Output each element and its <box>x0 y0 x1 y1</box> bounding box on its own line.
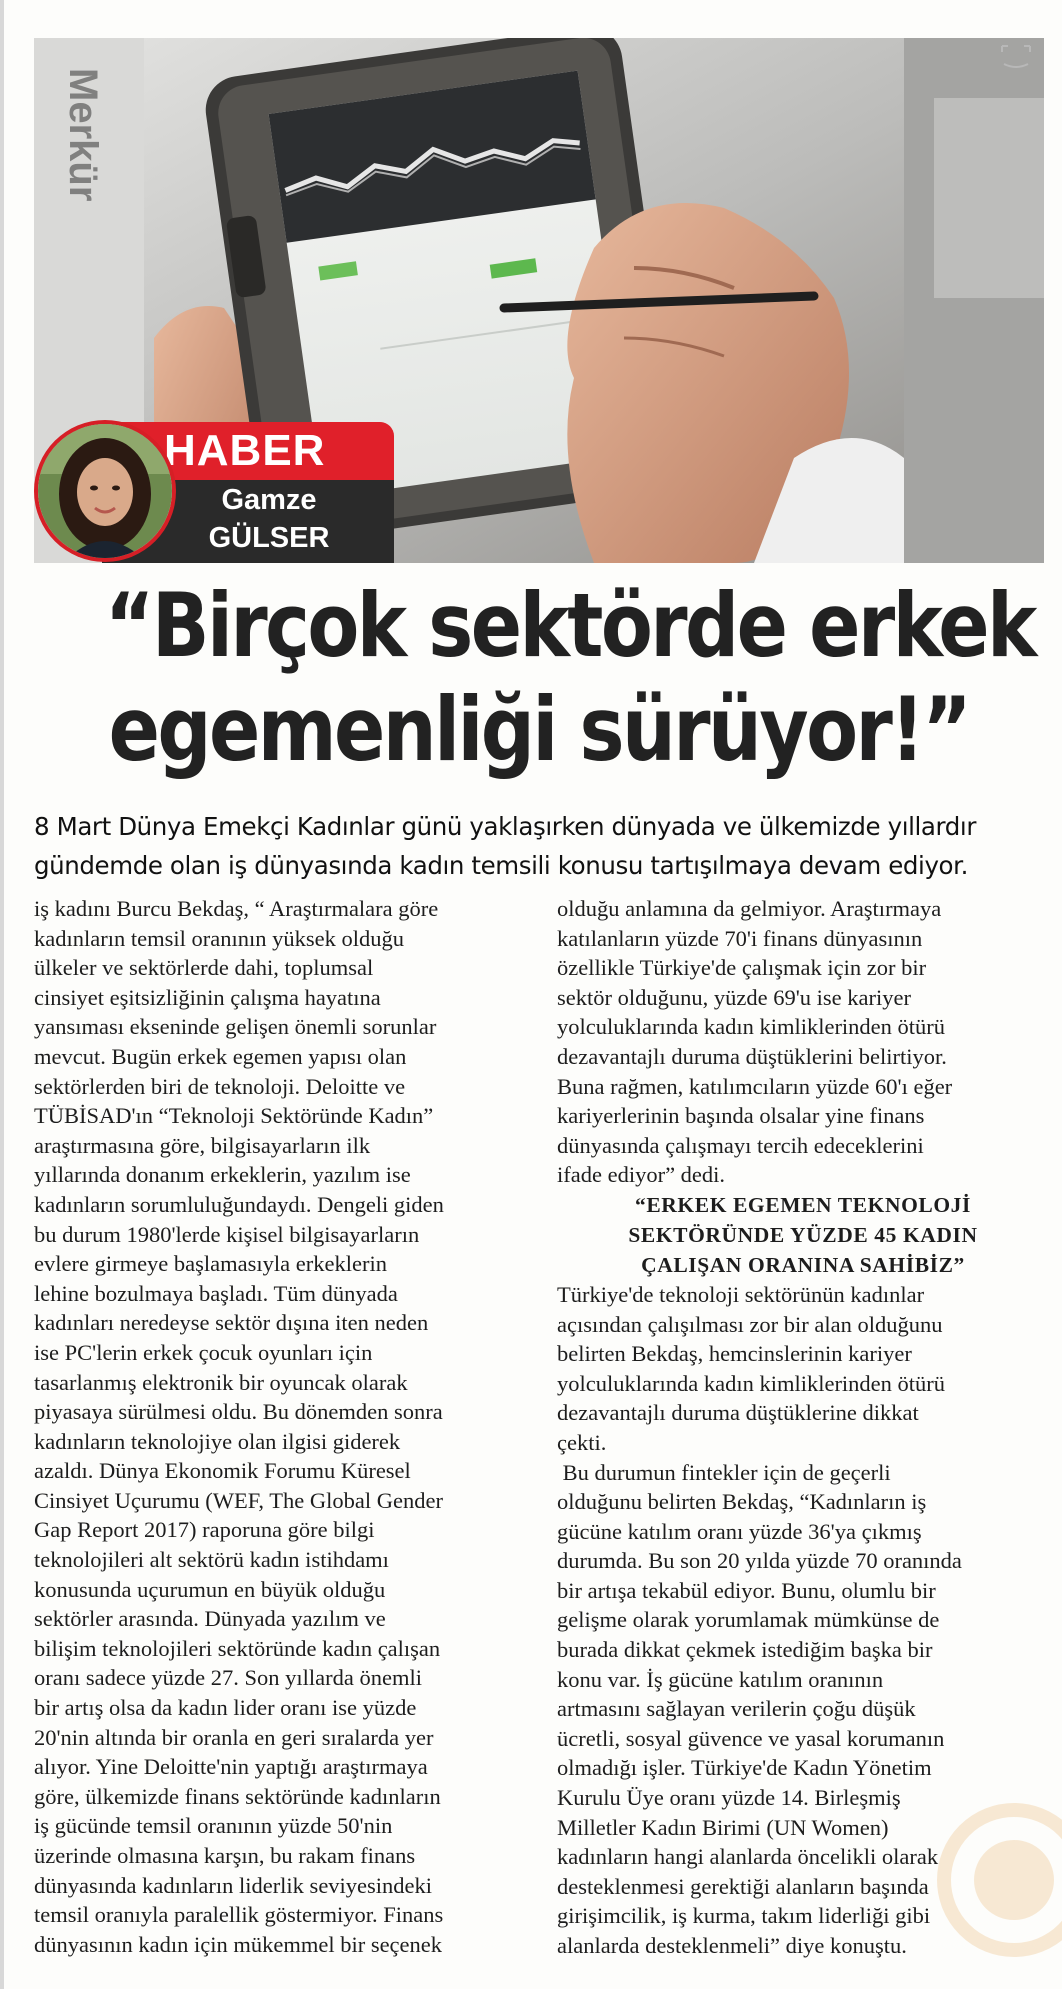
wall-text: Merkür <box>61 68 105 202</box>
body-line: belirten Bekdaş, hemcinslerinin kariyer <box>557 1341 912 1367</box>
body-line: kadınları neredeyse sektör dışına iten neden <box>34 1310 429 1336</box>
body-line: girişimcilik, iş kurma, takım liderliği gibi <box>557 1903 931 1929</box>
body-line: piyasaya sürülmesi oldu. Bu dönemden sonra <box>34 1399 443 1425</box>
body-line: TÜBİSAD'ın “Teknoloji Sektöründe Kadın” <box>34 1103 434 1129</box>
body-line: artmasını sağlayan verilerin çoğu düşük <box>557 1696 916 1722</box>
badge-title: HABER <box>164 426 326 475</box>
watermark-logo-icon <box>924 1780 1062 1980</box>
corner-crop-icon <box>996 42 1036 72</box>
deck-line-1: 8 Mart Dünya Emekçi Kadınlar günü yaklaşırken dünyada ve ülkemizde yıllardır <box>34 812 977 841</box>
body-line: lehine bozulmaya başladı. Tüm dünyada <box>34 1280 398 1306</box>
body-line: durumda. Bu son 20 yılda yüzde 70 oranında <box>557 1548 962 1574</box>
body-line: Türkiye'de teknoloji sektörünün kadınlar <box>557 1281 925 1307</box>
body-line: bilişim teknolojileri sektöründe kadın çalışan <box>34 1635 441 1661</box>
article-deck <box>34 807 1044 885</box>
body-line: yolculuklarında kadın kimliklerinden ötürü <box>557 1014 946 1040</box>
body-line: alıyor. Yine Deloitte'nin yaptığı araştırmaya <box>34 1754 428 1780</box>
body-line: alanlarda desteklenmeli” diye konuştu. <box>557 1933 907 1958</box>
byline-badge <box>34 420 394 563</box>
body-column-left <box>34 894 522 1959</box>
body-line: sektör olduğunu, yüzde 69'u ise kariyer <box>557 984 911 1010</box>
body-line: evlere girmeye başlamasıyla erkeklerin <box>34 1251 387 1277</box>
body-line: cinsiyet eşitsizliğinin çalışma hayatına <box>34 984 381 1010</box>
body-line: Gap Report 2017) raporuna göre bilgi <box>34 1517 375 1543</box>
body-line: göre, ülkemizde finans sektöründe kadınların <box>34 1783 441 1809</box>
author-avatar <box>38 424 172 558</box>
deck-line-2: gündemde olan iş dünyasında kadın temsili konusu tartışılmaya devam ediyor. <box>34 851 968 880</box>
body-line: katılanların yüzde 70'i finans dünyasının <box>557 925 923 951</box>
body-line: tasarlanmış elektronik bir oyuncak olarak <box>34 1369 408 1395</box>
body-line: Bu durumun fintekler için de geçerli <box>557 1459 891 1485</box>
body-line: üzerinde olmasına karşın, bu rakam finans <box>34 1843 416 1868</box>
body-line: Milletler Kadın Birimi (UN Women) <box>557 1814 889 1840</box>
body-line: temsil oranıyla paralellik göstermiyor. Finans <box>34 1902 444 1928</box>
body-line: 20'nin altında bir oranla en geri sıralarda yer <box>34 1724 434 1750</box>
body-line: yıllarında donanım erkeklerin, yazılım ise <box>34 1162 411 1188</box>
body-line: burada dikkat çekmek istediğim başka bir <box>557 1637 933 1663</box>
body-line: konu var. İş gücüne katılım oranının <box>557 1666 884 1692</box>
body-line: yansıması ekseninde gelişen önemli sorunlar <box>34 1014 437 1040</box>
article-headline <box>104 574 1035 782</box>
body-line: sektörler arasında. Dünyada yazılım ve <box>34 1606 386 1632</box>
body-line: ücretli, sosyal güvence ve yasal korumanın <box>557 1725 945 1751</box>
body-line: kadınların sorumluluğundaydı. Dengeli giden <box>34 1191 444 1217</box>
body-line: Buna rağmen, katılımcıların yüzde 60'ı eğer <box>557 1073 953 1099</box>
body-line: desteklenmesi gerektiği alanların başında <box>557 1873 929 1899</box>
body-line: olduğunu belirten Bekdaş, “Kadınların iş <box>557 1489 927 1515</box>
body-line: oranı sadece yüzde 27. Son yıllarda önemli <box>34 1665 423 1691</box>
body-line: Cinsiyet Uçurumu (WEF, The Global Gender <box>34 1487 443 1513</box>
body-line: araştırmasına göre, bilgisayarların ilk <box>34 1132 371 1158</box>
body-line: bu durum 1980'lerde kişisel bilgisayarların <box>34 1221 420 1247</box>
body-line: bir artış olsa da kadın lider oranı ise yüzde <box>34 1695 417 1721</box>
author-first-name: Gamze <box>221 484 317 516</box>
author-last-name: GÜLSER <box>208 522 330 554</box>
body-line: dezavantajlı duruma düştüklerini belirtiyor. <box>557 1043 947 1069</box>
body-line: kadınların hangi alanlarda öncelikli olarak <box>557 1844 939 1870</box>
body-line: ülkeler ve sektörlerde dahi, toplumsal <box>34 955 374 981</box>
body-line: dünyasında çalışmayı tercih edeceklerini <box>557 1132 924 1158</box>
body-line: dünyasının kadın için mükemmel bir seçenek <box>34 1931 443 1957</box>
body-line: açısından çalışılması zor bir alan olduğunu <box>557 1311 943 1337</box>
body-line: kariyerlerinin başında olsalar yine finans <box>557 1103 925 1129</box>
body-line: olmadığı işler. Türkiye'de Kadın Yönetim <box>557 1755 932 1781</box>
body-line: ise PC'lerin erkek çocuk oyunları için <box>34 1339 373 1365</box>
body-line: iş kadını Burcu Bekdaş, “ Araştırmalara göre <box>34 896 439 921</box>
body-line: Kurulu Üye oranı yüzde 14. Birleşmiş <box>557 1785 901 1811</box>
body-line: konusunda uçurumun en büyük olduğu <box>34 1576 386 1602</box>
body-line: teknolojileri alt sektörü kadın istihdamı <box>34 1547 389 1573</box>
body-line: mevcut. Bugün erkek egemen yapısı olan <box>34 1043 407 1069</box>
body-line: dezavantajlı duruma düştüklerine dikkat <box>557 1400 919 1426</box>
avatar-portrait <box>38 424 172 558</box>
body-line: azaldı. Dünya Ekonomik Forumu Küresel <box>34 1458 411 1484</box>
body-line: kadınların teknolojiye olan ilgisi giderek <box>34 1428 401 1454</box>
body-line: özellikle Türkiye'de çalışmak için zor bir <box>557 955 927 981</box>
subheading-line-2: SEKTÖRÜNDE YÜZDE 45 KADIN <box>628 1222 978 1247</box>
body-line: dünyasında kadınların liderlik seviyesindeki <box>34 1872 433 1898</box>
headline-line-1: “Birçok sektörde erkek <box>104 574 1035 677</box>
body-line: bir artışa tekabül ediyor. Bunu, olumlu bir <box>557 1577 936 1603</box>
body-line: gelişme olarak yorumlamak mümkünse de <box>557 1607 940 1633</box>
body-line: olduğu anlamına da gelmiyor. Araştırmaya <box>557 896 942 921</box>
body-line: çekti. <box>557 1429 607 1455</box>
body-line: kadınların temsil oranının yüksek olduğu <box>34 925 404 951</box>
body-line: ifade ediyor” dedi. <box>557 1162 726 1188</box>
body-line: iş gücünde temsil oranının yüzde 50'nin <box>34 1813 393 1839</box>
body-line: sektörlerden biri de teknoloji. Deloitte ve <box>34 1073 406 1099</box>
headline-line-2: egemenliği sürüyor!” <box>108 678 970 781</box>
body-line: yolculuklarında kadın kimliklerinden ötürü <box>557 1370 946 1396</box>
body-line: gücüne katılım oranı yüzde 36'ya çıkmış <box>557 1518 922 1544</box>
subheading-line-3: ÇALIŞAN ORANINA SAHİBİZ” <box>641 1252 965 1277</box>
subheading-line-1: “ERKEK EGEMEN TEKNOLOJİ <box>635 1192 971 1217</box>
